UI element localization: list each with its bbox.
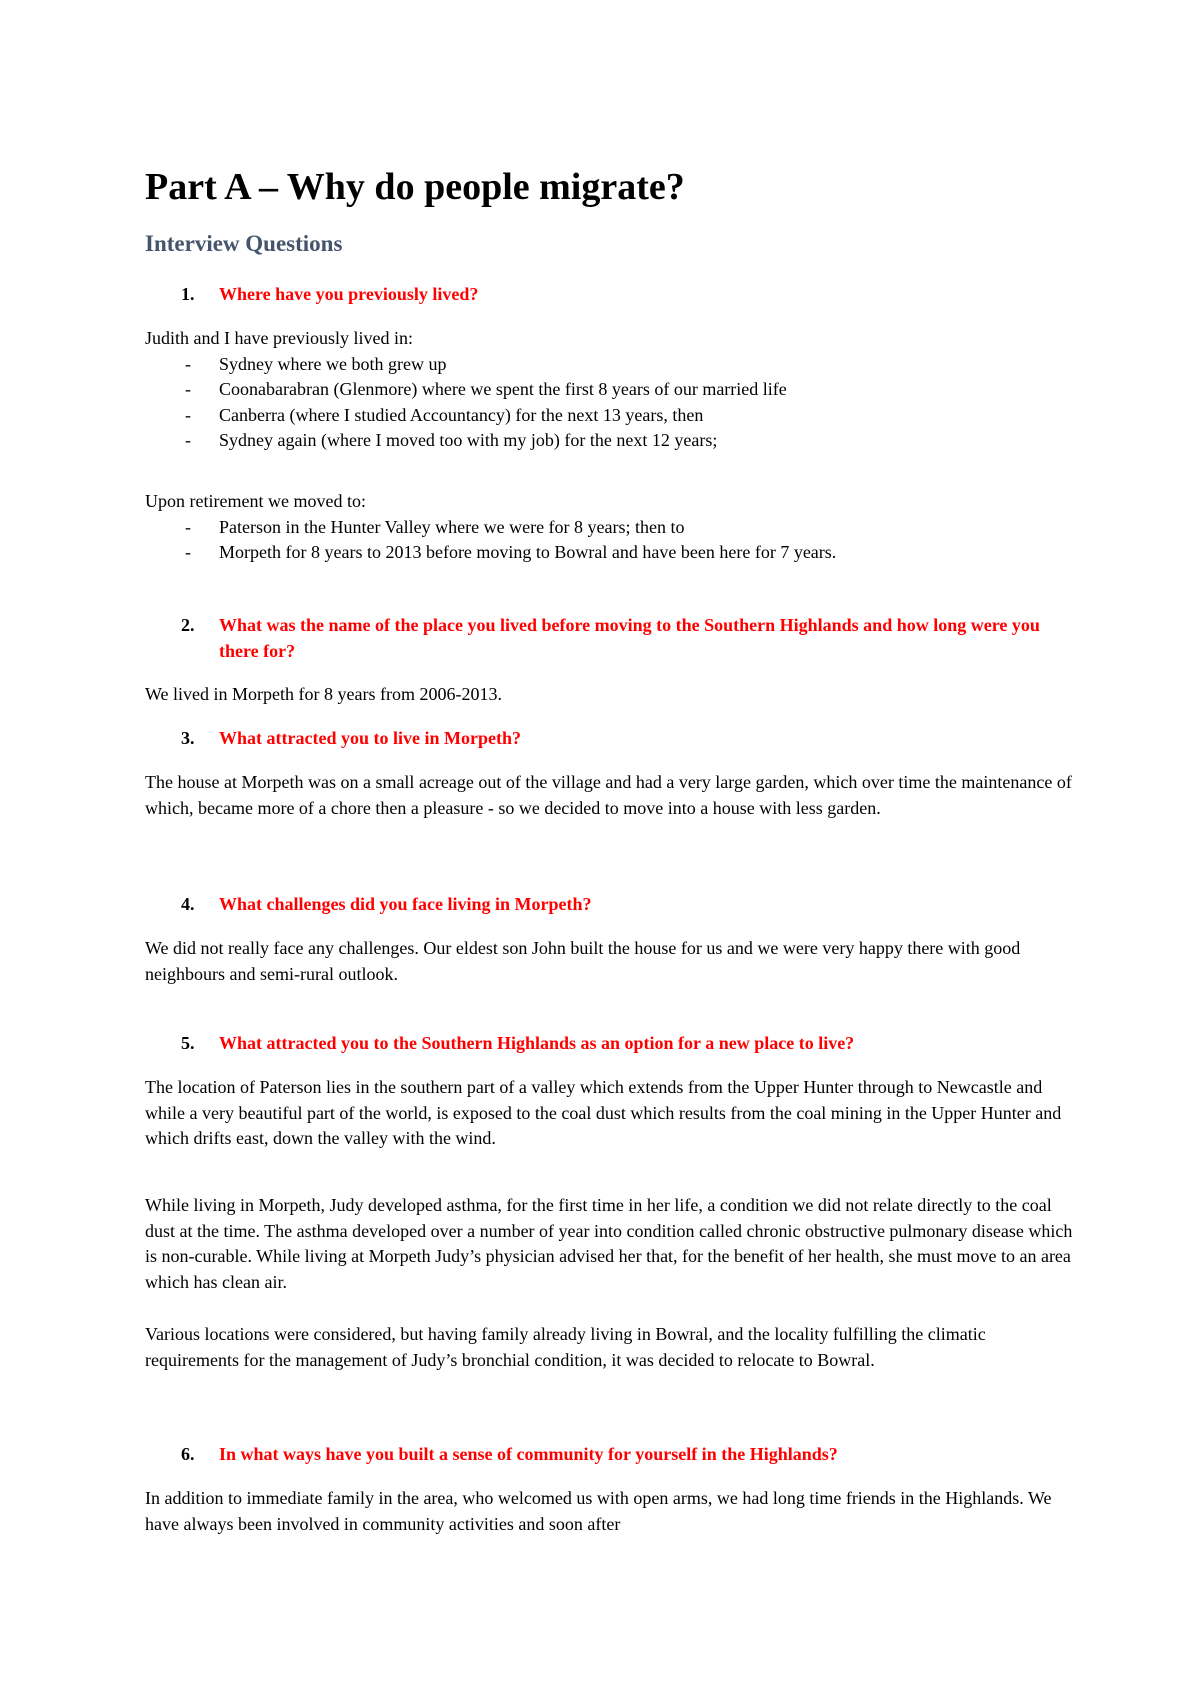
question-text: What attracted you to the Southern Highlands as an option for a new place to live? xyxy=(219,1033,855,1053)
answer-text: The location of Paterson lies in the southern part of a valley which extends from the Upper Hunter through to Newcastle and while a very beautiful part of the world, is exposed to the coal dust which results from the coal mining in the Upper Hunter and which drifts east, down the valley with the wind. xyxy=(145,1077,1062,1148)
list-item: - Sydney where we both grew up xyxy=(145,352,1075,378)
question-4 xyxy=(145,892,1075,918)
question-6 xyxy=(145,1442,1075,1468)
list-item: - Morpeth for 8 years to 2013 before moving to Bowral and have been here for 7 years. xyxy=(145,540,1075,566)
question-2 xyxy=(145,613,1075,664)
question-number: 1. xyxy=(181,284,195,304)
places-list-2 xyxy=(145,515,1075,566)
question-text: What challenges did you face living in Morpeth? xyxy=(219,894,592,914)
question-text: What was the name of the place you lived before moving to the Southern Highlands and how long were you there for? xyxy=(219,615,1040,661)
question-number: 2. xyxy=(181,615,195,635)
list-item: - Canberra (where I studied Accountancy) for the next 13 years, then xyxy=(145,403,1075,429)
answer-text: Various locations were considered, but having family already living in Bowral, and the locality fulfilling the climatic requirements for the management of Judy’s bronchial condition, it was decided to relocate to Bowral. xyxy=(145,1324,986,1370)
question-text: Where have you previously lived? xyxy=(219,284,479,304)
question-1 xyxy=(145,282,1075,308)
question-number: 3. xyxy=(181,728,195,748)
question-text: In what ways have you built a sense of community for yourself in the Highlands? xyxy=(219,1444,838,1464)
answer-text: In addition to immediate family in the area, who welcomed us with open arms, we had long time friends in the Highlands. We have always been involved in community activities and soon after xyxy=(145,1488,1052,1534)
answer-1-retirement xyxy=(145,489,1075,566)
answer-5-paragraph-1 xyxy=(145,1075,1075,1152)
list-item: - Paterson in the Hunter Valley where we were for 8 years; then to xyxy=(145,515,1075,541)
question-text: What attracted you to live in Morpeth? xyxy=(219,728,521,748)
answer-1 xyxy=(145,326,1075,454)
answer-text: The house at Morpeth was on a small acreage out of the village and had a very large garden, which over time the maintenance of which, became more of a chore then a pleasure - so we decided to move into a house with less garden. xyxy=(145,772,1072,818)
list-item: - Sydney again (where I moved too with my job) for the next 12 years; xyxy=(145,428,1075,454)
question-3 xyxy=(145,726,1075,752)
answer-text: While living in Morpeth, Judy developed asthma, for the first time in her life, a condition we did not relate directly to the coal dust at the time. The asthma developed over a number of year into condition called chronic obstructive pulmonary disease which is non-curable. While living at Morpeth Judy’s physician advised her that, for the benefit of her health, she must move to an area which has clean air. xyxy=(145,1195,1073,1292)
section-heading: Interview Questions xyxy=(145,231,343,256)
answer-text: We lived in Morpeth for 8 years from 2006-2013. xyxy=(145,684,502,704)
answer-intro: Judith and I have previously lived in: xyxy=(145,328,413,348)
answer-3 xyxy=(145,770,1075,821)
answer-2 xyxy=(145,682,1075,708)
question-number: 4. xyxy=(181,894,195,914)
answer-4 xyxy=(145,936,1075,987)
question-number: 6. xyxy=(181,1444,195,1464)
question-number: 5. xyxy=(181,1033,195,1053)
answer-text: We did not really face any challenges. Our eldest son John built the house for us and we were very happy there with good neighbours and semi-rural outlook. xyxy=(145,938,1021,984)
answer-6 xyxy=(145,1486,1075,1537)
answer-5-paragraph-3 xyxy=(145,1322,1075,1373)
question-5 xyxy=(145,1031,1075,1057)
places-list-1 xyxy=(145,352,1075,454)
list-item: - Coonabarabran (Glenmore) where we spent the first 8 years of our married life xyxy=(145,377,1075,403)
page-title: Part A – Why do people migrate? xyxy=(145,166,685,208)
answer-5-paragraph-2 xyxy=(145,1193,1075,1295)
answer-intro: Upon retirement we moved to: xyxy=(145,491,366,511)
